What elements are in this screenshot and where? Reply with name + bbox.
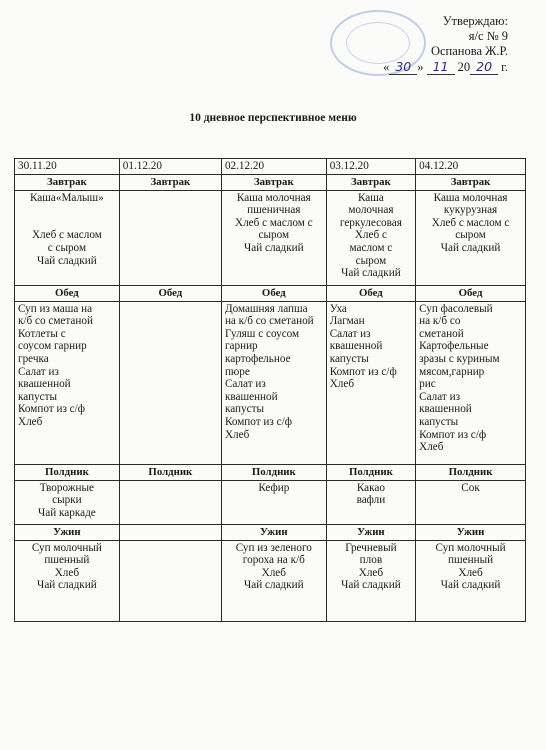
lunch-row <box>15 301 526 464</box>
menu-cell: Творожные сырки Чай каркаде <box>15 480 120 524</box>
menu-cell: Домашняя лапша на к/б со сметаной Гуляш с соусом гарнир картофельное пюре Салат из квашенной капусты Компот из с/ф Хлеб <box>221 301 326 464</box>
menu-cell: Уха Лагман Салат из квашенной капусты Компот из с/ф Хлеб <box>326 301 415 464</box>
menu-cell: Кефир <box>221 480 326 524</box>
menu-cell: Каша молочная геркулесовая Хлеб с маслом с сыром Чай сладкий <box>326 190 415 285</box>
menu-cell: Каша молочная кукурузная Хлеб с маслом с сыром Чай сладкий <box>416 190 526 285</box>
snack-row <box>15 480 526 524</box>
meal-header: Полдник <box>15 464 120 480</box>
meal-header: Завтрак <box>119 174 221 190</box>
menu-cell: Суп фасолевый на к/б со сметаной Картофельные зразы с куриным мясом,гарнир рис Салат из квашенной капусты Компот из с/ф Хлеб <box>416 301 526 464</box>
date-row <box>15 159 526 175</box>
menu-cell <box>119 301 221 464</box>
menu-cell: Гречневый плов Хлеб Чай сладкий <box>326 540 415 621</box>
meal-header: Ужин <box>326 524 415 540</box>
meal-header: Полдник <box>326 464 415 480</box>
menu-cell <box>119 540 221 621</box>
date-cell: 01.12.20 <box>119 159 221 175</box>
page-title: 10 дневное перспективное меню <box>189 112 357 124</box>
approval-day: 30 <box>389 59 417 75</box>
snack-header-row <box>15 464 526 480</box>
approval-label: Утверждаю: <box>442 14 508 28</box>
meal-header: Завтрак <box>15 174 120 190</box>
date-cell: 03.12.20 <box>326 159 415 175</box>
meal-header: Обед <box>416 285 526 301</box>
meal-header: Обед <box>119 285 221 301</box>
menu-cell <box>119 480 221 524</box>
approval-block <box>383 14 508 75</box>
menu-cell: Каша«Малыш» Хлеб с маслом с сыром Чай сладкий <box>15 190 120 285</box>
kindergarten-number: я/с № 9 <box>468 29 508 43</box>
meal-header <box>119 524 221 540</box>
meal-header: Завтрак <box>326 174 415 190</box>
date-cell: 30.11.20 <box>15 159 120 175</box>
lunch-header-row <box>15 285 526 301</box>
meal-header: Полдник <box>416 464 526 480</box>
meal-header: Завтрак <box>416 174 526 190</box>
approval-month: 11 <box>427 59 455 75</box>
date-cell: 04.12.20 <box>416 159 526 175</box>
approval-year-suffix: 20 <box>470 59 498 75</box>
date-cell: 02.12.20 <box>221 159 326 175</box>
meal-header: Обед <box>221 285 326 301</box>
meal-header: Полдник <box>119 464 221 480</box>
meal-header: Ужин <box>416 524 526 540</box>
meal-header: Ужин <box>15 524 120 540</box>
approval-year-end: г. <box>501 60 508 74</box>
dinner-row <box>15 540 526 621</box>
dinner-header-row <box>15 524 526 540</box>
breakfast-row <box>15 190 526 285</box>
meal-header: Ужин <box>221 524 326 540</box>
menu-cell: Каша молочная пшеничная Хлеб с маслом с сыром Чай сладкий <box>221 190 326 285</box>
menu-cell: Суп из маша на к/б со сметаной Котлеты с соусом гарнир гречка Салат из квашенной капусты Компот из с/ф Хлеб <box>15 301 120 464</box>
menu-cell: Какао вафли <box>326 480 415 524</box>
menu-table <box>14 158 526 622</box>
meal-header: Полдник <box>221 464 326 480</box>
meal-header: Обед <box>15 285 120 301</box>
menu-cell: Суп из зеленого гороха на к/б Хлеб Чай сладкий <box>221 540 326 621</box>
meal-header: Обед <box>326 285 415 301</box>
meal-header: Завтрак <box>221 174 326 190</box>
approval-date: « 30 » 11 20 20 г. <box>383 59 508 74</box>
approver-name: Оспанова Ж.Р. <box>430 44 508 58</box>
menu-cell: Сок <box>416 480 526 524</box>
menu-cell: Суп молочный пшенный Хлеб Чай сладкий <box>15 540 120 621</box>
approval-year-prefix: 20 <box>457 60 471 74</box>
menu-cell <box>119 190 221 285</box>
breakfast-header-row <box>15 174 526 190</box>
menu-cell: Суп молочный пшенный Хлеб Чай сладкий <box>416 540 526 621</box>
